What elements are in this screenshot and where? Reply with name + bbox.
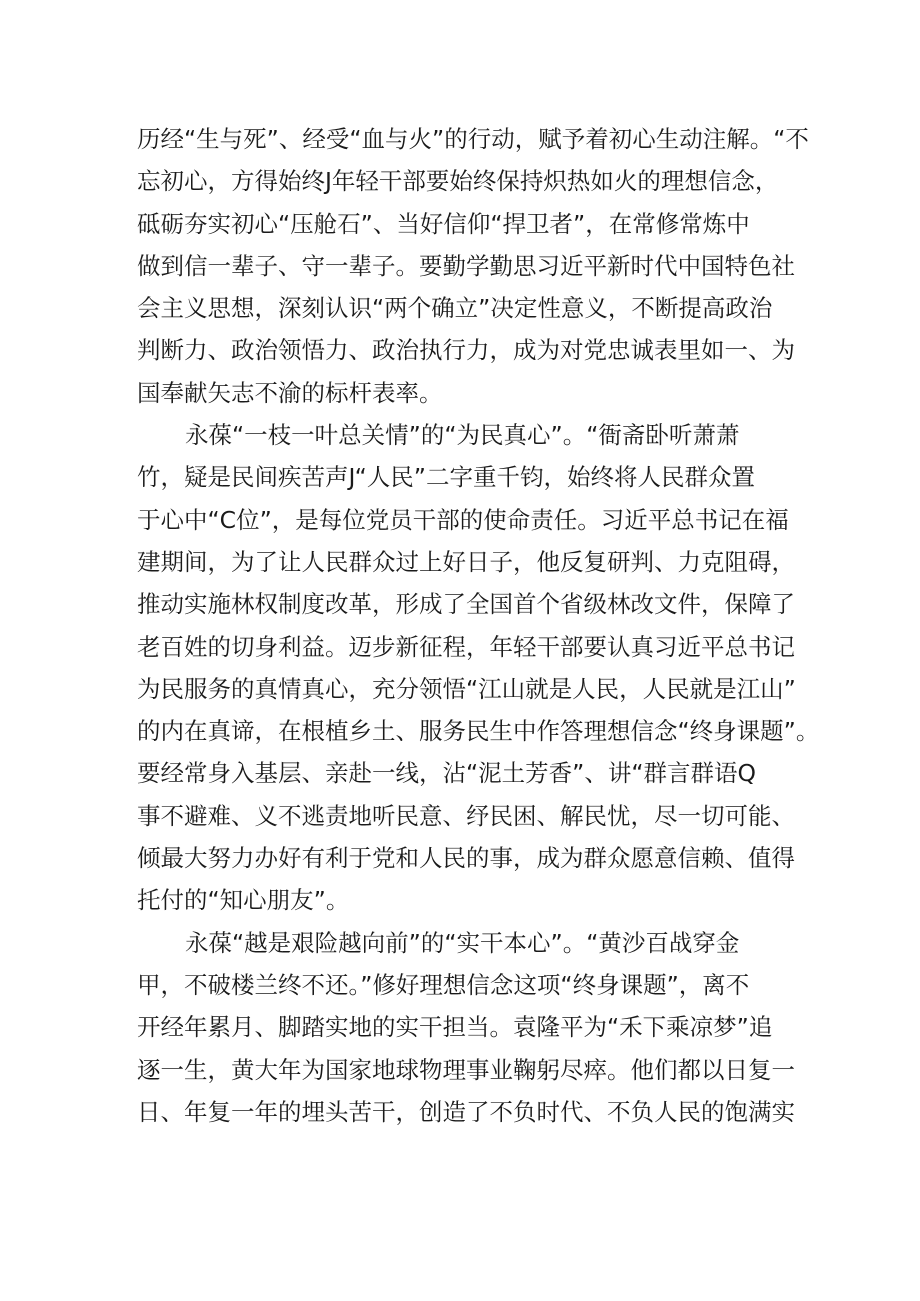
text-line: 历经“生与死”、经受“血与火”的行动，赋予着初心生动注解。“不 xyxy=(137,125,809,153)
text-line: 做到信一辈子、守一辈子。要勤学勤思习近平新时代中国特色社 xyxy=(137,251,795,280)
paragraph-start-line: 永葆“越是艰险越向前”的“实干本心”。“黄沙百战穿金 xyxy=(185,928,740,957)
text-line: 托付的“知心朋友”。 xyxy=(137,886,350,915)
text-line: 开经年累月、脚踏实地的实干担当。袁隆平为“禾下乘凉梦”追 xyxy=(137,1013,773,1042)
text-line: 于心中“C位”，是每位党员干部的使命责任。习近平总书记在福 xyxy=(137,505,789,534)
text-line: 建期间，为了让人民群众过上好日子，他反复研判、力克阻碍， xyxy=(137,547,795,576)
body-text xyxy=(137,118,820,1133)
text-line: 判断力、政治领悟力、政治执行力，成为对党忠诚表里如一、为 xyxy=(137,336,795,365)
text-line: 逐一生，黄大年为国家地球物理事业鞠躬尽瘁。他们都以日复一 xyxy=(137,1055,795,1084)
text-line: 会主义思想，深刻认识“两个确立”决定性意义，不断提高政治 xyxy=(137,294,773,323)
text-line: 甲，不破楼兰终不还。”修好理想信念这项“终身课题”，离不 xyxy=(137,970,750,999)
text-line: 要经常身入基层、亲赴一线，沾“泥土芳香”、讲“群言群语Q xyxy=(137,759,757,788)
text-line: 日、年复一年的埋头苦干，创造了不负时代、不负人民的饱满实 xyxy=(137,1097,795,1126)
text-line: 的内在真谛，在根植乡土、服务民生中作答理想信念“终身课题”。 xyxy=(137,717,820,746)
text-line: 倾最大努力办好有利于党和人民的事，成为群众愿意信赖、值得 xyxy=(137,844,795,873)
text-line: 砥砺夯实初心“压舱石”、当好信仰“捍卫者”，在常修常炼中 xyxy=(137,209,750,238)
text-line: 竹，疑是民间疾苦声J“人民”二字重千钧，始终将人民群众置 xyxy=(137,463,755,492)
text-line: 推动实施林权制度改革，形成了全国首个省级林改文件，保障了 xyxy=(137,590,795,619)
paragraph-start-line: 永葆“一枝一叶总关情”的“为民真心”。“衙斋卧听萧萧 xyxy=(185,421,740,450)
text-line: 忘初心，方得始终J年轻干部要始终保持炽热如火的理想信念， xyxy=(137,167,779,196)
text-line: 事不避难、义不逃责地听民意、纾民困、解民忧，尽一切可能、 xyxy=(137,801,795,830)
text-line: 老百姓的切身利益。迈步新征程，年轻干部要认真习近平总书记 xyxy=(137,632,795,661)
text-line: 为民服务的真情真心，充分领悟“江山就是人民，人民就是江山” xyxy=(137,674,796,703)
text-line: 国奉献矢志不渝的标杆表率。 xyxy=(137,378,443,407)
